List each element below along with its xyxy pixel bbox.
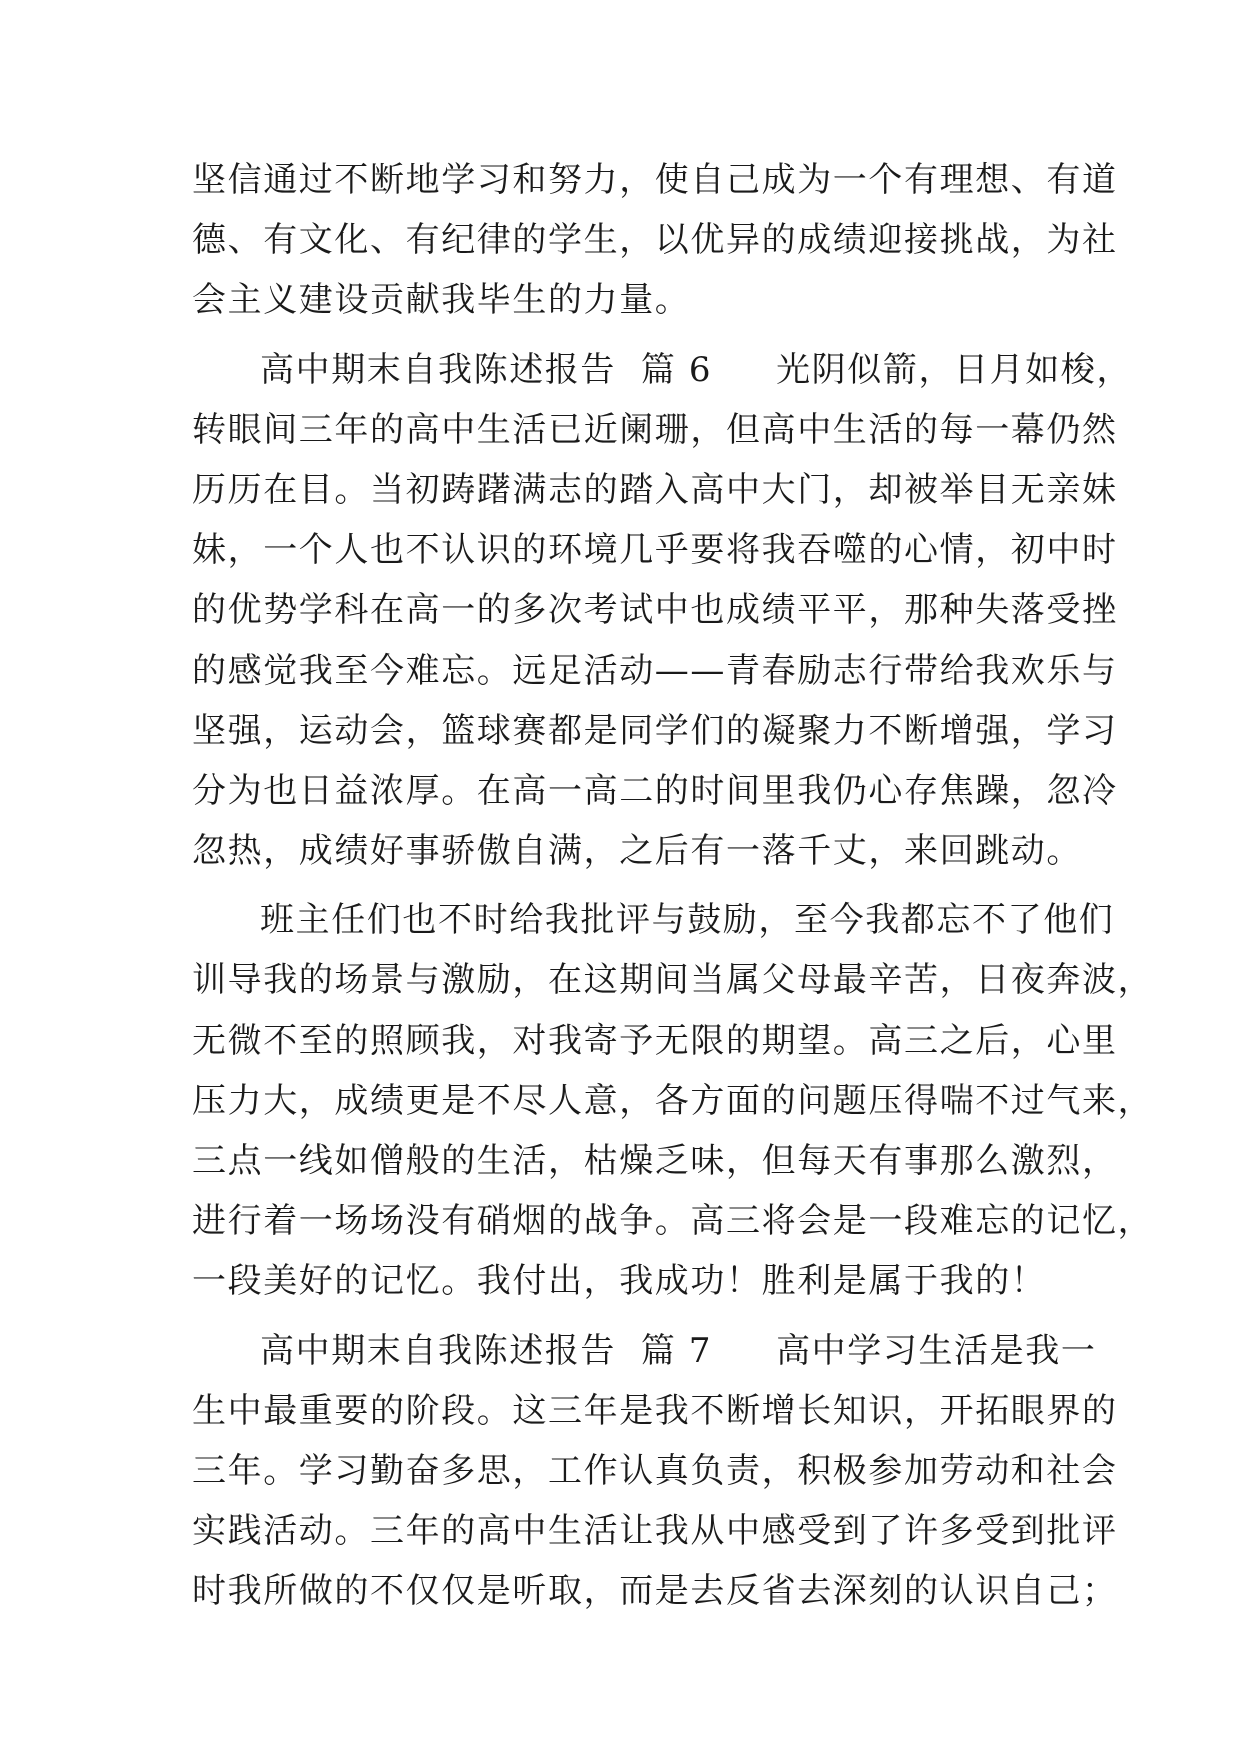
text-line: 生中最重要的阶段。这三年是我不断增长知识，开拓眼界的 [192, 1390, 1118, 1431]
text-line: 转眼间三年的高中生活已近阑珊，但高中生活的每一幕仍然 [192, 409, 1118, 450]
section-heading-line [192, 347, 1133, 407]
text-line: 分为也日益浓厚。在高一高二的时间里我仍心存焦躁，忽冷 [192, 770, 1118, 811]
section-heading: 高中期末自我陈述报告 篇 6 [260, 349, 713, 390]
text-line: 进行着一场场没有硝烟的战争。高三将会是一段难忘的记忆， [192, 1201, 1154, 1242]
document-page [192, 157, 1154, 1629]
paragraph-1 [192, 157, 1118, 338]
text-line: 三点一线如僧般的生活，枯燥乏味，但每天有事那么激烈， [192, 1141, 1118, 1181]
paragraph-2 [192, 347, 1133, 889]
text-line: 实践活动。三年的高中生活让我从中感受到了许多受到批评 [192, 1511, 1118, 1552]
text-line: 会主义建设贡献我毕生的力量。 [192, 280, 691, 321]
text-line: 班主任们也不时给我批评与鼓励，至今我都忘不了他们 [260, 900, 1115, 941]
section-heading: 高中期末自我陈述报告 篇 7 [260, 1330, 713, 1371]
text-line: 坚强，运动会，篮球赛都是同学们的凝聚力不断增强，学习 [192, 710, 1118, 751]
text-line-start: 光阴似箭，日月如梭， [776, 349, 1133, 390]
text-line: 妹，一个人也不认识的环境几乎要将我吞噬的心情，初中时 [192, 530, 1118, 571]
text-line: 坚信通过不断地学习和努力，使自己成为一个有理想、有道 [192, 160, 1118, 200]
text-line: 忽热，成绩好事骄傲自满，之后有一落千丈，来回跳动。 [192, 831, 1082, 872]
text-line: 三年。学习勤奋多思，工作认真负责，积极参加劳动和社会 [192, 1450, 1118, 1491]
paragraph-4 [192, 1328, 1118, 1629]
text-line: 无微不至的照顾我，对我寄予无限的期望。高三之后，心里 [192, 1020, 1118, 1061]
text-line: 德、有文化、有纪律的学生，以优异的成绩迎接挑战，为社 [192, 220, 1118, 261]
section-heading-line [192, 1328, 1097, 1388]
paragraph-3 [192, 897, 1154, 1318]
text-line: 的优势学科在高一的多次考试中也成绩平平，那种失落受挫 [192, 590, 1118, 631]
text-line: 的感觉我至今难忘。远足活动——青春励志行带给我欢乐与 [192, 650, 1118, 691]
text-line: 训导我的场景与激励，在这期间当属父母最辛苦，日夜奔波， [192, 960, 1154, 1001]
text-line-start: 高中学习生活是我一 [776, 1330, 1097, 1371]
text-line: 压力大，成绩更是不尽人意，各方面的问题压得喘不过气来， [192, 1080, 1154, 1121]
text-line: 历历在目。当初踌躇满志的踏入高中大门，却被举目无亲妹 [192, 469, 1118, 510]
text-line: 一段美好的记忆。我付出，我成功！胜利是属于我的！ [192, 1261, 1047, 1302]
text-line: 时我所做的不仅仅是听取，而是去反省去深刻的认识自己； [192, 1571, 1118, 1612]
